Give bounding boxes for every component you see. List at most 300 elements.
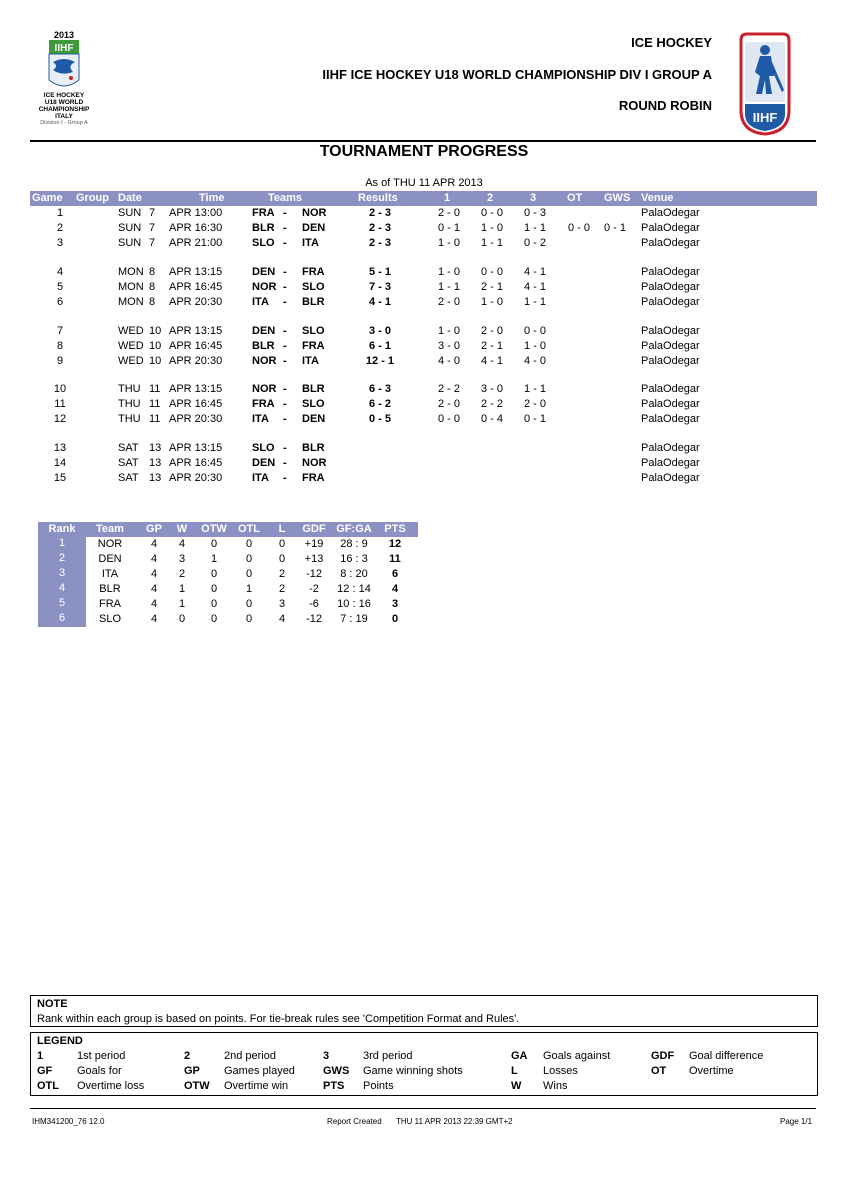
cell-rank: 2 xyxy=(38,552,86,567)
legend-desc: Game winning shots xyxy=(363,1065,463,1077)
col-time: Time xyxy=(199,192,225,204)
cell-sep: - xyxy=(283,281,287,293)
cell-away: BLR xyxy=(302,296,325,308)
schedule-row xyxy=(30,382,817,397)
legend-desc: Overtime xyxy=(689,1065,734,1077)
cell-rank: 4 xyxy=(38,582,86,597)
cell-home: FRA xyxy=(252,207,275,219)
cell-away: NOR xyxy=(302,207,327,219)
cell-venue: PalaOdegar xyxy=(641,266,700,278)
cell-w: 3 xyxy=(178,553,186,565)
cell-venue: PalaOdegar xyxy=(641,383,700,395)
cell-gdf: -12 xyxy=(306,568,322,580)
cell-result: 0 - 5 xyxy=(368,413,391,425)
standings-header xyxy=(38,522,418,537)
note-text: Rank within each group is based on points. For tie-break rules see 'Competition Format and Rules'. xyxy=(37,1013,520,1025)
cell-home: NOR xyxy=(252,383,277,395)
cell-p3: 4 - 0 xyxy=(523,355,546,367)
cell-l: 0 xyxy=(278,553,286,565)
cell-game: 2 xyxy=(56,222,64,234)
cell-time: APR 21:00 xyxy=(169,237,223,249)
cell-time: APR 16:45 xyxy=(169,457,223,469)
cell-gp: 4 xyxy=(150,583,158,595)
cell-p1: 2 - 0 xyxy=(437,207,460,219)
cell-day: WED xyxy=(118,340,144,352)
cell-p3: 0 - 2 xyxy=(523,237,546,249)
cell-home: SLO xyxy=(252,237,275,249)
legend-abbr: 2 xyxy=(184,1050,191,1062)
cell-l: 2 xyxy=(278,583,286,595)
cell-rank: 5 xyxy=(38,597,86,612)
cell-team: BLR xyxy=(99,583,121,595)
schedule-row xyxy=(30,280,817,295)
cell-away: FRA xyxy=(302,340,325,352)
cell-w: 4 xyxy=(178,538,186,550)
cell-game: 3 xyxy=(56,237,64,249)
cell-away: SLO xyxy=(302,325,325,337)
cell-p2: 0 - 4 xyxy=(480,413,503,425)
cell-p2: 1 - 1 xyxy=(480,237,503,249)
cell-otw: 0 xyxy=(210,613,218,625)
cell-d: 7 xyxy=(149,237,156,249)
col-ot: OT xyxy=(567,192,583,204)
cell-p3: 1 - 1 xyxy=(523,296,546,308)
cell-p2: 3 - 0 xyxy=(480,383,503,395)
legend-abbr: 1 xyxy=(37,1050,44,1062)
col-gws: GWS xyxy=(604,192,631,204)
cell-p2: 2 - 2 xyxy=(480,398,503,410)
cell-sep: - xyxy=(283,266,287,278)
cell-p2: 0 - 0 xyxy=(480,266,503,278)
cell-p3: 0 - 0 xyxy=(523,325,546,337)
col-p3: 3 xyxy=(530,192,537,204)
cell-sep: - xyxy=(283,457,287,469)
cell-day: MON xyxy=(118,296,144,308)
cell-away: SLO xyxy=(302,398,325,410)
cell-result: 7 - 3 xyxy=(368,281,391,293)
cell-gdf: +19 xyxy=(304,538,324,550)
legend-desc: 1st period xyxy=(77,1050,126,1062)
schedule-row xyxy=(30,206,817,221)
cell-venue: PalaOdegar xyxy=(641,340,700,352)
cell-p3: 0 - 1 xyxy=(523,413,546,425)
cell-game: 4 xyxy=(56,266,64,278)
cell-game: 7 xyxy=(56,325,64,337)
cell-p1: 1 - 1 xyxy=(437,281,460,293)
col-gp: GP xyxy=(146,523,162,535)
cell-home: ITA xyxy=(252,413,269,425)
cell-p1: 4 - 0 xyxy=(437,355,460,367)
schedule-header xyxy=(30,191,817,206)
col-otw: OTW xyxy=(201,523,227,535)
standings-row xyxy=(38,597,418,612)
cell-result: 4 - 1 xyxy=(368,296,391,308)
col-l: L xyxy=(278,523,286,535)
cell-d: 8 xyxy=(149,281,156,293)
cell-day: SAT xyxy=(118,442,139,454)
cell-game: 12 xyxy=(53,413,67,425)
event-logo-line1: ICE HOCKEY xyxy=(43,92,85,99)
cell-result: 6 - 1 xyxy=(368,340,391,352)
cell-gfga: 8 : 20 xyxy=(340,568,368,580)
cell-p1: 0 - 0 xyxy=(437,413,460,425)
cell-team: NOR xyxy=(97,538,123,550)
cell-sep: - xyxy=(283,222,287,234)
cell-p3: 2 - 0 xyxy=(523,398,546,410)
cell-pts: 3 xyxy=(391,598,399,610)
cell-time: APR 13:15 xyxy=(169,442,223,454)
cell-away: SLO xyxy=(302,281,325,293)
cell-venue: PalaOdegar xyxy=(641,222,700,234)
cell-time: APR 13:15 xyxy=(169,325,223,337)
cell-otw: 0 xyxy=(210,538,218,550)
standings-row xyxy=(38,582,418,597)
cell-time: APR 13:15 xyxy=(169,383,223,395)
page-number: Page 1/1 xyxy=(780,1117,813,1126)
cell-gp: 4 xyxy=(150,598,158,610)
cell-game: 13 xyxy=(53,442,67,454)
cell-l: 3 xyxy=(278,598,286,610)
cell-gfga: 12 : 14 xyxy=(337,583,371,595)
cell-pts: 11 xyxy=(389,553,401,565)
cell-home: ITA xyxy=(252,472,269,484)
cell-rank: 1 xyxy=(38,537,86,552)
standings-row xyxy=(38,537,418,552)
cell-w: 1 xyxy=(178,583,186,595)
event-logo-emblem xyxy=(47,40,81,92)
cell-d: 7 xyxy=(149,222,156,234)
cell-away: ITA xyxy=(302,355,319,367)
standings-row xyxy=(38,612,418,627)
cell-gfga: 28 : 9 xyxy=(340,538,368,550)
cell-w: 1 xyxy=(178,598,186,610)
schedule-row xyxy=(30,324,817,339)
cell-gfga: 16 : 3 xyxy=(340,553,368,565)
legend-desc: Losses xyxy=(543,1065,578,1077)
cell-day: THU xyxy=(118,398,141,410)
cell-away: NOR xyxy=(302,457,327,469)
cell-team: FRA xyxy=(99,598,121,610)
col-p2: 2 xyxy=(487,192,494,204)
cell-day: MON xyxy=(118,266,144,278)
iihf-logo-text: IIHF xyxy=(752,110,778,125)
cell-otl: 1 xyxy=(245,583,253,595)
cell-p1: 3 - 0 xyxy=(437,340,460,352)
cell-time: APR 20:30 xyxy=(169,296,223,308)
event-logo-line2: U18 WORLD xyxy=(44,99,84,106)
legend-abbr: GA xyxy=(511,1050,528,1062)
cell-result: 3 - 0 xyxy=(368,325,391,337)
cell-day: SUN xyxy=(118,222,142,234)
cell-gp: 4 xyxy=(150,568,158,580)
standings-row xyxy=(38,552,418,567)
legend-abbr: GP xyxy=(184,1065,200,1077)
cell-game: 14 xyxy=(53,457,67,469)
cell-ot: 0 - 0 xyxy=(567,222,590,234)
cell-l: 4 xyxy=(278,613,286,625)
legend-desc: Overtime win xyxy=(224,1080,289,1092)
cell-p2: 2 - 1 xyxy=(480,281,503,293)
cell-venue: PalaOdegar xyxy=(641,207,700,219)
report-created-label: Report Created xyxy=(327,1117,382,1126)
cell-gp: 4 xyxy=(150,553,158,565)
schedule-row xyxy=(30,236,817,251)
note-box xyxy=(30,995,818,1027)
cell-pts: 12 xyxy=(388,538,402,550)
cell-sep: - xyxy=(283,296,287,308)
cell-pts: 0 xyxy=(391,613,399,625)
cell-otl: 0 xyxy=(245,538,253,550)
cell-p2: 1 - 0 xyxy=(480,222,503,234)
cell-time: APR 16:45 xyxy=(169,340,223,352)
cell-day: SUN xyxy=(118,207,142,219)
cell-home: BLR xyxy=(252,222,275,234)
cell-time: APR 16:30 xyxy=(169,222,223,234)
schedule-row xyxy=(30,221,817,236)
cell-venue: PalaOdegar xyxy=(641,296,700,308)
cell-game: 15 xyxy=(53,472,67,484)
cell-sep: - xyxy=(283,207,287,219)
sport-label: ICE HOCKEY xyxy=(631,35,712,50)
legend-desc: Goal difference xyxy=(689,1050,764,1062)
cell-home: NOR xyxy=(252,355,277,367)
cell-home: ITA xyxy=(252,296,269,308)
iihf-logo xyxy=(738,32,792,136)
cell-gdf: +13 xyxy=(304,553,324,565)
cell-p1: 1 - 0 xyxy=(437,325,460,337)
cell-result: 5 - 1 xyxy=(368,266,391,278)
cell-home: BLR xyxy=(252,340,275,352)
cell-p2: 0 - 0 xyxy=(480,207,503,219)
cell-away: DEN xyxy=(302,222,326,234)
cell-gdf: -12 xyxy=(306,613,322,625)
cell-day: THU xyxy=(118,383,141,395)
cell-away: FRA xyxy=(302,266,325,278)
legend-abbr: OT xyxy=(651,1065,667,1077)
cell-w: 0 xyxy=(178,613,186,625)
cell-game: 1 xyxy=(56,207,64,219)
schedule-row xyxy=(30,441,817,456)
cell-time: APR 20:30 xyxy=(169,355,223,367)
cell-home: FRA xyxy=(252,398,275,410)
legend-desc: 3rd period xyxy=(363,1050,413,1062)
cell-d: 10 xyxy=(149,325,162,337)
cell-gws: 0 - 1 xyxy=(603,222,626,234)
cell-day: SAT xyxy=(118,472,139,484)
cell-away: BLR xyxy=(302,383,325,395)
cell-away: DEN xyxy=(302,413,326,425)
cell-rank: 6 xyxy=(38,612,86,627)
legend-abbr: GWS xyxy=(323,1065,350,1077)
cell-p2: 1 - 0 xyxy=(480,296,503,308)
cell-time: APR 20:30 xyxy=(169,472,223,484)
cell-otl: 0 xyxy=(245,613,253,625)
cell-sep: - xyxy=(283,398,287,410)
cell-p1: 1 - 0 xyxy=(437,266,460,278)
cell-sep: - xyxy=(283,383,287,395)
cell-p3: 1 - 0 xyxy=(523,340,546,352)
cell-time: APR 13:00 xyxy=(169,207,223,219)
cell-otl: 0 xyxy=(245,598,253,610)
legend-abbr: L xyxy=(511,1065,518,1077)
cell-gfga: 10 : 16 xyxy=(337,598,371,610)
cell-day: MON xyxy=(118,281,144,293)
cell-sep: - xyxy=(283,325,287,337)
cell-time: APR 20:30 xyxy=(169,413,223,425)
cell-venue: PalaOdegar xyxy=(641,325,700,337)
cell-game: 6 xyxy=(56,296,64,308)
championship-label: IIHF ICE HOCKEY U18 WORLD CHAMPIONSHIP DIV I GROUP A xyxy=(322,67,712,82)
cell-p3: 4 - 1 xyxy=(523,281,546,293)
legend-desc: Goals for xyxy=(77,1065,122,1077)
cell-gdf: -2 xyxy=(309,583,319,595)
cell-w: 2 xyxy=(178,568,186,580)
cell-venue: PalaOdegar xyxy=(641,355,700,367)
cell-p1: 0 - 1 xyxy=(437,222,460,234)
cell-day: THU xyxy=(118,413,141,425)
cell-team: ITA xyxy=(101,568,119,580)
cell-team: DEN xyxy=(98,553,122,565)
legend-desc: Points xyxy=(363,1080,394,1092)
event-logo-iihf: IIHF xyxy=(54,43,74,54)
legend-desc: Overtime loss xyxy=(77,1080,145,1092)
cell-otw: 1 xyxy=(210,553,218,565)
legend-desc: 2nd period xyxy=(224,1050,276,1062)
cell-result: 6 - 3 xyxy=(368,383,391,395)
cell-p2: 2 - 0 xyxy=(480,325,503,337)
cell-d: 10 xyxy=(149,355,162,367)
cell-home: DEN xyxy=(252,325,276,337)
cell-l: 0 xyxy=(278,538,286,550)
cell-away: FRA xyxy=(302,472,325,484)
cell-l: 2 xyxy=(278,568,286,580)
legend-abbr: W xyxy=(511,1080,522,1092)
cell-game: 11 xyxy=(54,398,66,410)
cell-time: APR 16:45 xyxy=(169,398,223,410)
cell-venue: PalaOdegar xyxy=(641,442,700,454)
legend-abbr: GDF xyxy=(651,1050,675,1062)
cell-p2: 2 - 1 xyxy=(480,340,503,352)
cell-home: DEN xyxy=(252,457,276,469)
col-team: Team xyxy=(96,523,124,535)
col-group: Group xyxy=(76,192,109,204)
cell-home: SLO xyxy=(252,442,275,454)
col-teams: Teams xyxy=(268,192,303,204)
cell-away: ITA xyxy=(302,237,319,249)
event-logo-line3: CHAMPIONSHIP xyxy=(38,106,90,113)
cell-result: 2 - 3 xyxy=(368,207,391,219)
schedule-row xyxy=(30,265,817,280)
cell-d: 7 xyxy=(149,207,156,219)
event-logo xyxy=(30,30,98,138)
cell-result: 6 - 2 xyxy=(368,398,391,410)
cell-d: 11 xyxy=(149,383,161,395)
cell-rank: 3 xyxy=(38,567,86,582)
cell-otw: 0 xyxy=(210,583,218,595)
cell-d: 8 xyxy=(149,296,156,308)
cell-p1: 2 - 0 xyxy=(437,398,460,410)
footer-divider xyxy=(30,1108,816,1109)
cell-pts: 6 xyxy=(391,568,399,580)
schedule-row xyxy=(30,354,817,369)
cell-day: WED xyxy=(118,325,144,337)
phase-label: ROUND ROBIN xyxy=(618,98,712,113)
schedule-row xyxy=(30,412,817,427)
note-title: NOTE xyxy=(37,998,68,1010)
report-created-date: THU 11 APR 2013 22:39 GMT+2 xyxy=(396,1117,513,1126)
doc-id: IHM341200_76 12.0 xyxy=(32,1117,105,1126)
schedule-row xyxy=(30,456,817,471)
col-rank: Rank xyxy=(48,523,76,535)
cell-d: 13 xyxy=(149,457,162,469)
cell-time: APR 13:15 xyxy=(169,266,223,278)
cell-p3: 1 - 1 xyxy=(523,222,546,234)
cell-venue: PalaOdegar xyxy=(641,413,700,425)
legend-desc: Games played xyxy=(224,1065,295,1077)
page-title: TOURNAMENT PROGRESS xyxy=(319,143,529,160)
cell-sep: - xyxy=(283,442,287,454)
cell-gdf: -6 xyxy=(309,598,319,610)
col-p1: 1 xyxy=(444,192,451,204)
cell-venue: PalaOdegar xyxy=(641,457,700,469)
col-otl: OTL xyxy=(238,523,260,535)
schedule-row xyxy=(30,339,817,354)
cell-venue: PalaOdegar xyxy=(641,281,700,293)
cell-game: 9 xyxy=(56,355,64,367)
cell-d: 10 xyxy=(149,340,162,352)
cell-d: 11 xyxy=(149,413,161,425)
cell-d: 8 xyxy=(149,266,156,278)
col-w: W xyxy=(176,523,188,535)
event-logo-year: 2013 xyxy=(53,30,75,40)
legend-abbr: GF xyxy=(37,1065,53,1077)
cell-otl: 0 xyxy=(245,568,253,580)
cell-p1: 2 - 2 xyxy=(437,383,460,395)
cell-game: 5 xyxy=(56,281,64,293)
cell-sep: - xyxy=(283,355,287,367)
event-logo-line4: ITALY xyxy=(55,113,73,120)
cell-home: NOR xyxy=(252,281,277,293)
cell-day: WED xyxy=(118,355,144,367)
cell-p3: 4 - 1 xyxy=(523,266,546,278)
cell-day: SAT xyxy=(118,457,139,469)
cell-otl: 0 xyxy=(245,553,253,565)
header-divider xyxy=(30,140,816,142)
cell-otw: 0 xyxy=(210,568,218,580)
as-of-date: As of THU 11 APR 2013 xyxy=(365,177,483,189)
cell-team: SLO xyxy=(98,613,121,625)
cell-time: APR 16:45 xyxy=(169,281,223,293)
cell-home: DEN xyxy=(252,266,276,278)
schedule-row xyxy=(30,471,817,486)
cell-sep: - xyxy=(283,340,287,352)
cell-gp: 4 xyxy=(150,538,158,550)
cell-gp: 4 xyxy=(150,613,158,625)
legend-abbr: 3 xyxy=(323,1050,330,1062)
col-date: Date xyxy=(118,192,142,204)
cell-venue: PalaOdegar xyxy=(641,398,700,410)
schedule-row xyxy=(30,397,817,412)
legend-abbr: OTL xyxy=(37,1080,59,1092)
legend-abbr: OTW xyxy=(184,1080,210,1092)
cell-d: 13 xyxy=(149,442,162,454)
cell-pts: 4 xyxy=(391,583,399,595)
cell-result: 2 - 3 xyxy=(368,237,391,249)
legend-desc: Goals against xyxy=(543,1050,611,1062)
legend-title: LEGEND xyxy=(37,1035,83,1047)
cell-sep: - xyxy=(283,237,287,249)
cell-venue: PalaOdegar xyxy=(641,237,700,249)
